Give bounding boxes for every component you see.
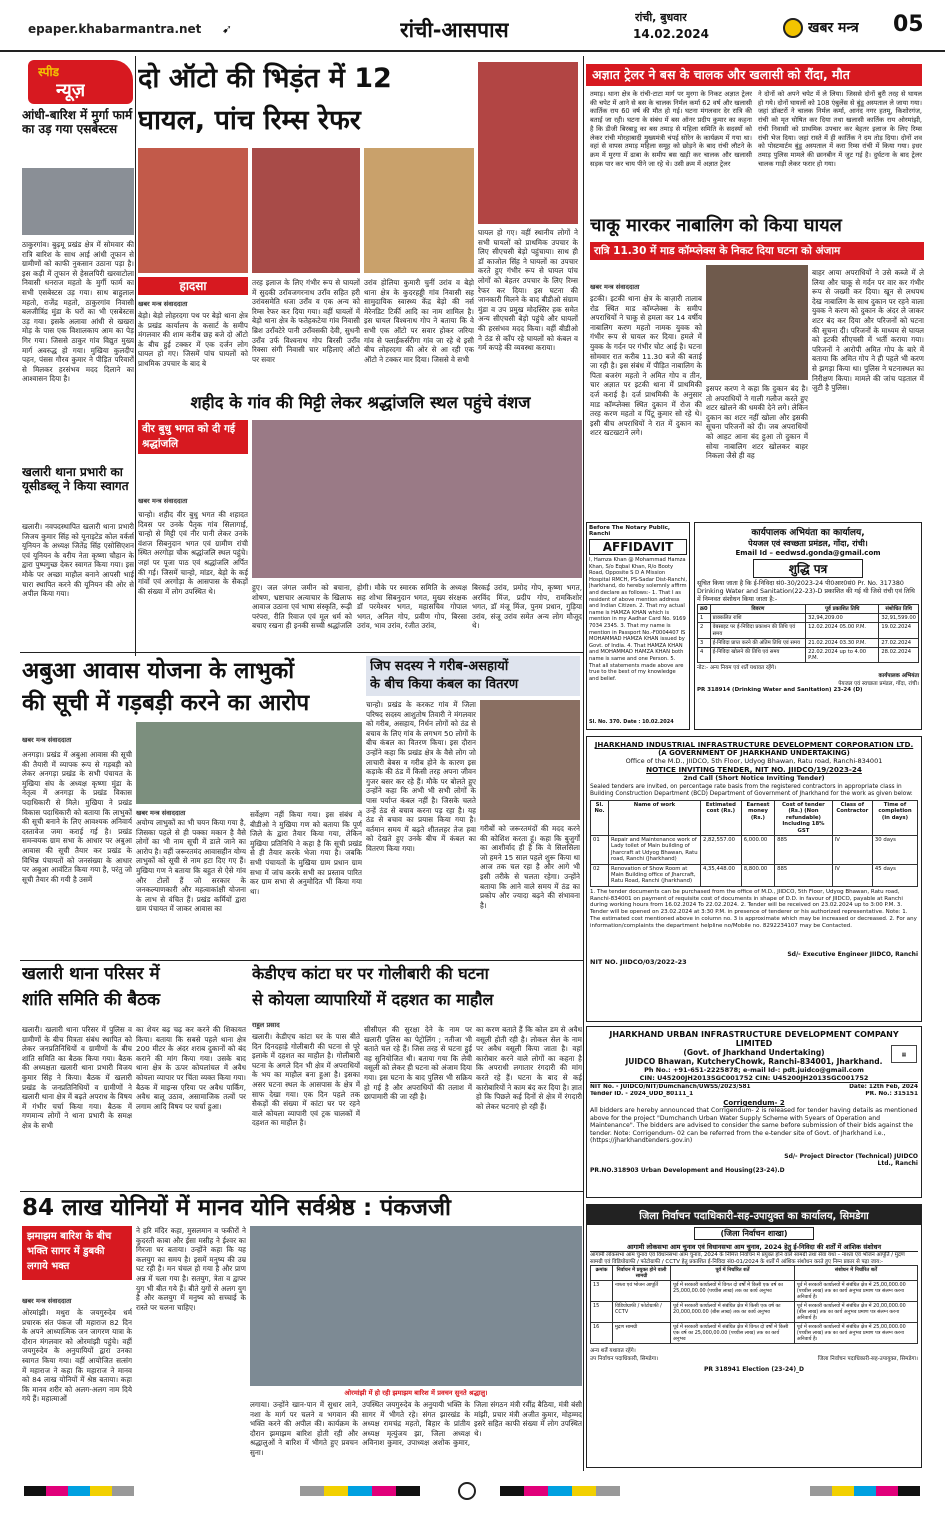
election-lead: आगामी लोकसभा आम चुनाव एवं विधानसभा आम चुनाव, 2024 हेतु ई-निविदा की शर्तों में आंशिक संशोधन bbox=[590, 1242, 918, 1252]
section-divider bbox=[20, 960, 583, 961]
cell: पूर्व में सरकारी कार्यालयों में विगत दो वर्षों में किसी एक वर्ष का 25,000,00.00 (पच्चीस लाख) तक का कार्य अनुभव bbox=[671, 1281, 795, 1302]
juidco-nit: NIT No. - JUIDCO/NIT/Dumchanch/UWSS/2023/581 bbox=[590, 1084, 751, 1090]
juidco-tender: Tender ID. - 2024_UDD_80111_1 bbox=[590, 1091, 694, 1097]
cell: 6,000.00 bbox=[741, 836, 774, 865]
election-ad bbox=[586, 1204, 922, 1468]
chaku-col-2: इसपर करण ने कहा कि दुकान बंद है। तो अपराधियों ने गाली गलौज करते हुए शटर खोलने की धमकी देने लगे। लेकिन दुकान का शटर नहीं खोला और इसकी सूचना परिजनों को दी। जब अपराधियों को आहट आना बंद हुआ तो दुकान में सोया नाबालिग शटर खोलकर बाहर निकला जैसे ही वह bbox=[706, 384, 808, 461]
accident-tag: हादसा bbox=[138, 277, 248, 295]
section-divider bbox=[20, 652, 583, 653]
jiidco-notes: 1. The tender documents can be purchased from the office of M.D., JIIDCO, 5th Floor, Udyog Bhawan, Ratu road, Ranchi-834001 on payment of requisite cost of documents in shape of D.D. in favour of JIIDCO, payable at Ranchi during working hours from 16.02.2024 To 22.02.2024. 2. Tender will be received on 23.02.2024 up to 3:00 P.M. 3. Tender will be opened on 23.02.2024 at 3:30 P.M. in presence of tenderer or his authorized representative. Note: 1. The estimated cost mentioned above in column no. 3 is approximate which may be increased or decreased. 2. For any information/complaints the department helpline no/Mobile no. 8292234107 may be Contacted. bbox=[590, 888, 917, 929]
cell: 885 bbox=[775, 836, 833, 865]
column-divider bbox=[583, 56, 584, 1471]
shuddhi-office-2: पेयजल एवं स्वच्छता प्रमंडल, गोंदा, रांची। bbox=[748, 539, 868, 548]
cell: 4,35,448.00 bbox=[701, 864, 742, 886]
election-th: क्रमांक bbox=[591, 1266, 613, 1281]
cell: 2,82,557.00 bbox=[701, 836, 742, 865]
speed-news-1-body: ठाकुरगांव। बुढ़मू प्रखंड क्षेत्र में सोमवार की रात्रि बारिश के साथ आई आंधी तूफान से ग्रामीणों को काफी नुकसान उठाना पड़ा है। इस कड़ी में तूफान से हेसलपिरी खरवाटोला निवासी धनराज महतो के मुर्गी फार्म का सभी एसबेस्टस उड़ गया। साथ बाहुलाल महतो, राजेंद्र महतो, ठाकुरगांव निवासी बलजीत्रिंद्र मुंडा के घरों का भी एसबेस्टस उड़ गया। इसके अलावा आंधी से खखरा मोड़ के पास एक विशालकाय आम का पेड़ गिर गया। जिससे ठाकुर गांव विद्युत मुख्य मार्ग अवरुद्ध हो गया। मुखिया कुलदीप पहन, पंसस गौरव कुमार ने पीड़ित परिवारों से मिलकर हरसंभव मदद दिलाने का आश्वासन दिया है। bbox=[22, 240, 134, 384]
news-label: न्यूज़ bbox=[56, 80, 86, 101]
affidavit-ad bbox=[586, 522, 690, 730]
abua-headline-2: की सूची में गड़बड़ी करने का आरोप bbox=[22, 690, 310, 716]
juidco-body: All bidders are hereby announced that Corrigendum- 2 is released for tender having details as mentioned above for the project "Dumchanch Urban Water Supply Scheme with 5years of Operation and Maintenance". The bidders are advised to consider the same before submission of their bids against the tender. Note: Corrigendum- 02 can be referred from the e-tender site of Govt. of Jharkhand i.e., (https://jharkhandtenders.gov.in) bbox=[590, 1107, 918, 1145]
khalari-headline-1: खलारी थाना परिसर में bbox=[22, 964, 160, 984]
shuddhi-email: Email Id – eedwsd.gonda@gmail.com bbox=[735, 549, 881, 557]
cell: 8,800.00 bbox=[741, 864, 774, 886]
yoni-col-1: ओरमांझी। मथुरा के जयगुरुदेव धर्म प्रचारक संत पंकज जी महाराज 82 दिन के अपने आध्यात्मिक जन जागरण यात्रा के दौरान मंगलवार को ओरमांझी पहुंचे। वहीं जयगुरुदेव के अनुयायियों द्वारा उनका स्वागत किया गया। वहीं आयोजित सत्संग में महाराज ने कहा कि महाराज ने मानव को 84 लाख योनियों में श्रेष्ठ बताया। कहा कि मानव शरीर को अलग-अलग नाम दिये गये हैं। महात्माओं bbox=[22, 1308, 132, 1404]
abua-col-1: अनगड़ा। प्रखंड में अबुआ आवास की सूची की तैयारी में व्यापक रूप से गड़बड़ी को लेकर अनगड़ा प्रखंड के सभी पंचायत के मुखिया संघ के अध्यक्ष कृष्णा मुंडा के नेतृत्व में अनगड़ा के प्रखंड विकास पदाधिकारी से मिले। मुखिया ने प्रखंड विकास पदाधिकारी को बताया कि लाभुकों की सूची बनाने के लिए आवश्यक अनिवार्य दस्तावेज जमा कराई गई है। प्रखंड समन्वयक ग्राम सभा के आधार पर अबुआ आवास की सूची तैयार कर प्रखंड के विभिन्न पंचायतों को जनसंख्या के आधार पर अबुआ आवंटित किया गया है, परंतु जो सूची तैयार की गयी है उसमें bbox=[22, 750, 132, 884]
juidco-corrigendum: Corrigendum- 2 bbox=[723, 1099, 785, 1107]
juidco-date: Date: 12th Feb, 2024 bbox=[849, 1084, 918, 1090]
storm-photo bbox=[22, 168, 134, 235]
jiidco-th: Cost of tender (Rs.) (Non refundable) Including 18% GST bbox=[775, 801, 833, 836]
cell: 16 bbox=[591, 1323, 613, 1344]
cell: वेबसाइट पर ई-निविदा प्रकाशन की तिथि एवं समय bbox=[710, 623, 806, 638]
injured-photo-3 bbox=[364, 148, 474, 273]
cell: पूर्व में सरकारी कार्यालयों में संबंधित क्षेत्र में किसी एक वर्ष का 20,000,000.00 (बीस लाख) तक का कार्य अनुभव bbox=[671, 1302, 795, 1323]
site-url[interactable]: epaper.khabarmantra.net bbox=[28, 22, 202, 36]
cell: मुद्रण सामग्री bbox=[613, 1323, 671, 1344]
auto-col-3: उरांव होलिया कुमारी चुनीं उरांव व बेड़ो थाना क्षेत्र के कुदरहड्डी गांव निवासी सह सामुदायिक स्वास्थ्य केंद्र बेड़ो की नर्स मेरेनडिट टिर्की आदि का नाम शामिल है। इस घायल विश्वनाथ गोप ने बताया कि वे सभी एक ऑटो पर सवार होकर जरिया गांव से फ्लाईकर्सरीगा गांव जा रहे थे इसी बीच लोहरदगा की ओर से आ रही एक ऑटो ने टक्कर मार दिया। जिससे वे सभी bbox=[364, 278, 474, 364]
jiidco-th: Earnest money (Rs.) bbox=[741, 801, 774, 836]
shuddhi-pr: PR 318914 (Drinking Water and Sanitation) 23-24 (D) bbox=[697, 687, 863, 694]
chaku-byline: खबर मन्त्र संवाददाता bbox=[590, 283, 640, 291]
juidco-line-2: (Govt. of Jharkhand Undertaking) bbox=[683, 1048, 825, 1057]
trailer-headline: अज्ञात ट्रेलर ने बस के चालक और खलासी को रौंदा, मौत bbox=[586, 64, 922, 86]
jiidco-table bbox=[590, 800, 918, 887]
kambal-headline-2: के बीच किया कंबल का वितरण bbox=[370, 677, 519, 692]
juidco-sign: Sd/- Project Director (Technical) JUIDCO Ltd., Ranchi bbox=[784, 1153, 918, 1167]
cell: 19.02.2024 bbox=[879, 623, 919, 638]
table-row bbox=[591, 864, 918, 886]
yoni-col-3: लगाया। उन्होंने खान-पान में सुधार लाने, नशा के मार्ग पर चलने व भगवान की भक्ति करने की अपील की। कार्यक्रम के दौरान झमाझम बारिश होती रही और श्रद्धालुओं ने बारिश में भीगते हुए प्रवचन सुना। bbox=[250, 1400, 358, 1457]
table-row bbox=[698, 623, 919, 638]
speed-news-2-body: खलारी। नवपदस्थापित खलारी थाना प्रभारी जिजय कुमार सिंह को यूनाइटेड कोल वर्कर्स यूनियन के अध्यक्ष जितेंद्र सिंह एसोसिएशन एवं यूनियन के वरीय नेता कृष्णा चौहान के द्वारा पुष्पगुच्छ देकर स्वागत किया गया। इस मौके पर अच्छा माहौल बनाने आपसी भाई चारा स्थापित करने की यूनियन की ओर से अपील किया गया। bbox=[22, 522, 134, 599]
cursor-icon: ➹ bbox=[222, 22, 233, 36]
election-th: संशोधन में निर्धारित शर्तें bbox=[794, 1266, 917, 1281]
cell: 02 bbox=[591, 864, 609, 886]
cell: IV bbox=[832, 836, 872, 865]
satsang-photo bbox=[250, 1226, 582, 1386]
auto-col-2: तरह इलाज के लिए गंभीर रूप से घायलों में सुदकी उराँवजगरनाथ उराँव सहित हरी उरांवसमेति धजा उराँव व एक अन्य को रिम्स रेफर कर दिया गया। वहीं घायलों में बेड़ो थाना क्षेत्र के फतेहकटेया गांव निवासी ब्रिश उराँवटेरे पानी उराँवसकी देवी, सुधनी उराँव उर्फ विश्वनाथ गोप बिरसी उराँव रिक्सा संगी निवासी चार महिलाएं ऑटो पर सवार bbox=[252, 278, 360, 364]
color-strip-left bbox=[24, 1486, 134, 1496]
kambal-col-1: चान्हो। प्रखंड के करकट गांव में जिला परिषद सदस्य आशुतोष तिवारी ने मंगलवार को गरीब, असहाय, निर्धन लोगों को ठंड से बचाव के लिए गांव के लगभग 50 लोगों के बीच कंबल का वितरण किया। इस दौरान उन्होंने कहा कि प्रखंड क्षेत्र के वैसे लोग जो लाचारी बेबस व गरीब होने के कारण इस कड़ाके की ठंड में किसी तरह अपना जीवन गुजर बसर कर रहे हैं। मौके पर बोलते हुए उन्होंने कहा कि अभी भी सभी लोगों के पास पर्याप्त कंबल नहीं है। जिसके चलते उन्हें ठंड से बचाव करना पड़ रहा है। यह ठंड से बचाव का प्रयास किया गया है। वर्तमान समय में बढ़ते शीतलहर तेज हवा को देखते हुए उनके बीच में कंबल का वितरण किया गया। bbox=[366, 700, 476, 853]
city-day: रांची, बुधवार bbox=[635, 11, 687, 24]
table-row bbox=[591, 1281, 918, 1302]
cell: विडियोग्राफी / फोटोग्राफी / CCTV bbox=[613, 1302, 671, 1323]
shaheed-tag: वीर बुधु भगत को दी गई श्रद्धांजलि bbox=[138, 420, 248, 454]
injured-photo-1 bbox=[138, 148, 248, 273]
cell: ई-निविदा प्राप्त करने की अंतिम तिथि एवं समय bbox=[710, 638, 806, 647]
cell: 3 bbox=[698, 638, 711, 647]
election-title: जिला निर्वाचन पदाधिकारी-सह-उपायुक्त का कार्यालय, सिमडेगा bbox=[587, 1205, 921, 1225]
affidavit-head: Before The Notary Public, Ranchi bbox=[589, 525, 671, 537]
jiidco-th: Sl. No. bbox=[591, 801, 609, 836]
victim-photo bbox=[706, 265, 808, 380]
auto-col-4: घायल हो गए। वहीं स्थानीय लोगों ने सभी घायलों को प्राथमिक उपचार के लिए सीएचसी बेड़ो पहुंचाया। साथ ही डॉ काजोल सिंह ने घायलों का उपचार करते हुए गंभीर रूप से घायल पांच लोगों को बेहतर उपचार के लिए रिम्स रेफर कर दिया। इस घटना की जानकारी मिलने के बाद बीडीओ संग्राम मुंडा व उप प्रमुख मोदस्सिर हक समेत अन्य सीएचसी बेड़ो पहुंचे और घायलों की हरसंभव मदद किया। वहीं बीडीओ ने ठंड से काँप रहे घायलों को कंबल व गर्म कपड़े की व्यवस्था कराया। bbox=[478, 228, 578, 353]
table-row bbox=[698, 648, 919, 663]
cell: IV bbox=[832, 864, 872, 886]
print-marks-footer bbox=[0, 1478, 945, 1517]
cell: 12.02.2024 05.00 P.M. bbox=[806, 623, 879, 638]
shuddhi-table bbox=[697, 604, 919, 663]
table-row bbox=[591, 836, 918, 865]
election-th: निर्वाचन में प्रयुक्त होने वाली सामग्री bbox=[613, 1266, 671, 1281]
section-divider bbox=[20, 1191, 583, 1192]
election-table bbox=[590, 1265, 918, 1344]
election-foot-1: अन्य शर्तें यथावत रहेंगे। bbox=[590, 1348, 636, 1355]
shaheed-col-3: होगी। मौके पर स्मारक समिति के अध्यक्ष सह शोभा सिबनुदान भगत, मुख्य संरक्षक डॉ परमेश्वर भगत, महासचिव गोपाल भगत, अनिल गोप, प्रवीण गोप, बिरसा उरांव, भाव उरांव, रंजीत उरांव, bbox=[357, 583, 467, 631]
issue-date: 14.02.2024 bbox=[633, 27, 709, 41]
cell: 15 bbox=[591, 1302, 613, 1323]
juidco-line-3: JUIDCO Bhawan, KutcheryChowk, Ranchi-834001, Jharkhand. bbox=[625, 1057, 883, 1066]
abua-byline: खबर मन्त्र संवाददाता bbox=[22, 736, 72, 744]
chaku-col-1: इटकी। इटकी थाना क्षेत्र के बाज़ारी तालाब रोड स्थित माड कॉम्प्लेक्स के समीप अपराधियों ने चाकू से हमला कर 14 वर्षीय नाबालिग करण महतो नामक युवक को गंभीर रूप से घायल कर दिया। हमले में युवक के गर्दन पर गंभीर चोट आई है। घटना सोमवार रात करीब 11.30 बजे की बताई जा रही है। इस संबंध में पीड़ित नाबालिग के पिता बजरंग महतो ने अमित गोप व तीन, चार अज्ञात पर इटकी थाना में प्राथमिकी दर्ज कराई है। दर्ज प्राथमिकी के अनुसार माड कॉम्प्लेक्स स्थित दुकान में रोज की तरह करण महतो व पिंटू कुमार सो रहे थे। इसी बीच अपराधियों ने रात में दुकान का शटर खटखटाने लगे। bbox=[590, 294, 702, 438]
cell: 21.02.2024 03.30 P.M. bbox=[806, 638, 879, 647]
color-strip-mid bbox=[300, 1486, 420, 1496]
shuddhi-note: नोट:- अन्य नियम एवं शर्तें यथावत रहेंगे। bbox=[697, 665, 777, 672]
jiidco-line-3: Office of the M.D., JIIDCO, 5th Floor, Udyog Bhawan, Ratu road, Ranchi-834001 bbox=[625, 757, 883, 765]
kdh-col-2: सीसीएल की सुरक्षा देने के नाम पर खलारी पुलिस का पेट्रोलिंग ; नतीजा भी बताते चल रहे हैं। जिस तरह से घटना हुई वह सुनियोजित थी। बताया गया कि लेवी वसूली को लेकर ही घटना को अंजाम दिया गया। इस घटना के बाद पुलिस भी सक्रिय हो गई है और अपराधियों की तलाश में छापामारी की जा रही है। bbox=[364, 1025, 472, 1102]
cell: 30 days bbox=[872, 836, 917, 865]
abua-col-3: सर्वेक्षण नहीं किया गया। इस संबंध में बीडीओ ने मुखिया गण को बताया कि पूर्ण जिले के द्वारा तैयार किया गया, लेकिन मुखिया प्रतिनिधि ने कहा है कि सूची प्रखंड से ही तैयार करके भेजा गया है। जबकि सभी पंचायतों के मुखिया ग्राम प्रधान ग्राम सभा में जांच करके सभी का प्रस्ताव पारित कर ग्राम सभा से अनुमोदित भी किया गया था। bbox=[250, 810, 362, 896]
khalari-headline-2: शांति समिति की बैठक bbox=[22, 990, 161, 1010]
jiidco-th: Name of work bbox=[609, 801, 701, 836]
cell: 13 bbox=[591, 1281, 613, 1302]
cell: 22.02.2024 up to 4.00 P.M. bbox=[806, 648, 879, 663]
election-foot-3: जिला निर्वाचन पदाधिकारी-सह-उपायुक्त, सिमडेगा। bbox=[817, 1356, 918, 1363]
jiidco-nit: NIT NO. JIIDCO/03/2022-23 bbox=[590, 957, 687, 966]
brand-name: खबर मन्त्र bbox=[808, 20, 859, 36]
jiidco-line-5: 2nd Call (Short Notice Inviting Tender) bbox=[683, 774, 825, 782]
election-pr: PR 318941 Election (23-24)_D bbox=[703, 1366, 805, 1374]
yoni-tag: झमाझम बारिश के बीच भक्ति सागर में डुबकी लगाये भक्त bbox=[22, 1226, 132, 1280]
chaku-subheadline: रात्रि 11.30 में माड कॉम्प्लेक्स के निकट दिया घटना को अंजाम bbox=[590, 242, 924, 260]
kdh-byline: राहुल प्रसाद bbox=[252, 1021, 280, 1029]
shaheed-byline: खबर मन्त्र संवाददाता bbox=[138, 497, 188, 505]
auto-byline: खबर मन्त्र संवाददाता bbox=[138, 300, 188, 308]
cell: पूर्व में सरकारी कार्यालयों में संबंधित क्षेत्र में विगत दो वर्षों में किसी एक वर्ष का 25,000,00.00 (पच्चीस लाख) तक का कार्य अनुभव bbox=[671, 1323, 795, 1344]
injured-photo-4 bbox=[478, 62, 578, 224]
shuddhi-sign: कार्यपालक अभियंता bbox=[878, 673, 919, 680]
shuddhi-patra-ad bbox=[694, 522, 922, 730]
affidavit-title: AFFIDAVIT bbox=[589, 539, 687, 555]
election-th: पूर्व में निर्धारित शर्तें bbox=[671, 1266, 795, 1281]
speed-news-badge bbox=[28, 60, 133, 104]
cell: 28.02.2024 bbox=[879, 648, 919, 663]
masthead bbox=[0, 0, 945, 52]
column-divider bbox=[135, 56, 136, 656]
election-sign-row bbox=[590, 1354, 918, 1366]
auto-col-1: बेड़ो। बेड़ो लोहरदगा पथ पर बेड़ो थाना क्षेत्र के प्रखंड कार्यालय के कसार्ट के समीप मंगलवार की शाम करीब छह बजे दो ऑटो के बीच हुई टक्कर में एक दर्जन लोग घायल हो गए। जिसमें पांच घायलों को प्राथमिक उपचार के बाद बे bbox=[138, 311, 248, 368]
kdh-headline-2: से कोयला व्यापारियों में दहशत का माहौल bbox=[252, 990, 494, 1009]
kambal-photo bbox=[480, 700, 580, 820]
table-row bbox=[591, 1302, 918, 1323]
kdh-col-1: खलारी। केडीएच कांटा घर के पास बीते दिन दिनदहाड़े गोलीबारी की घटना से पूरे इलाके में दहशत का माहौल है। गोलीबारी घटना के अगले दिन भी क्षेत्र में अपराधियों के भय का माहौल बना हुआ है। इसका असर घटना स्थल के आसपास के क्षेत्र में साफ देखा गया। एक दिन पहले तक सैकड़ों की संख्या में कांटा घर पर रहने वाले कोयला व्यापारी एवं ट्रक चालकों में दहशत का माहौल है। bbox=[252, 1032, 360, 1128]
cell: 45 days bbox=[872, 864, 917, 886]
cell: प्राक्कलित राशि bbox=[710, 614, 806, 623]
juidco-line-1: JHARKHAND URBAN INFRASTRUCTURE DEVELOPMENT COMPANY LIMITED bbox=[609, 1030, 899, 1048]
table-row bbox=[591, 1323, 918, 1344]
jiidco-line-4: NOTICE INVITING TENDER, NIT NO. JIIDCO/19/2023-24 bbox=[646, 765, 862, 774]
shuddhi-th: क्र0 bbox=[698, 605, 711, 614]
election-body: आगामी लोकसभा आम चुनाव एवं विधानसभा आम चुनाव, 2024 के निमित्त निर्वाचन में प्रयुक्त होने वाले सामग्री तथा सेवा यथा – नाश्ता एवं भोजन आपूर्ति / मुद्रण सामग्री एवं विडियोग्राफी / फोटोग्राफी / CCTV हेतु प्रकाशित ई-निविदा सं0-01/2024 के शर्तों में आंशिक संशोधन करते हुए निम्न प्रकार से पढ़ा जाय:- bbox=[590, 1252, 905, 1265]
kambal-col-2: गरीबों को जरूरतमंदों की मदद करने की कोशिश करता हूं। कहा कि बुजुर्गों का आशीर्वाद ही है कि वे सिलसिला जो हमने 15 साल पहले शुरू किया था आज तक चल रहा है और आगे भी इसी तरीके से चलता रहेगा। उन्होंने बताया कि आने वाले समय में ठंड का प्रकोप और ज्यादा बढ़ने की संभावना है। bbox=[480, 824, 580, 910]
jiidco-sign: Sd/- Executive Engineer JIIDCO, Ranchi bbox=[787, 950, 918, 958]
shuddhi-body: सूचित किया जाता है कि ई-निविदा सं0-30/2023-24 पी0आर0सं0 Pr. No. 317380 Drinking Water and Sanitation(22-23)-D प्रकाशित की गई थी जिसे रांची एवं तिथि में निम्नवत संशोधन किया जाता है:- bbox=[697, 580, 915, 603]
juidco-line-5: CIN: U45200JH2013SGC001752 CIN: U45200JH2013SGC001752 bbox=[590, 1074, 918, 1083]
color-strip-right bbox=[810, 1486, 920, 1496]
election-body-wrap bbox=[587, 1242, 921, 1373]
kdh-col-3: का करण बताते हैं कि कोल डम से अवैध वसूली होती रही है। लोकल सेल के नाम पर अवैध वसूली किया जाता है। वहां कारोबार करने वाले लोगों का कहना है कि अपराधी लगातार रंगदारी की मांग करते रहे हैं। घटना के बाद से कई कारोबारियों ने काम बंद कर दिया है। ज्ञात हो कि पिछले कई दिनों से क्षेत्र में रंगदारी को लेकर घटनाएं हो रही हैं। bbox=[476, 1025, 582, 1111]
photo-caption: ओरमांझी में हो रही झमाझम बारिश में प्रवचन सुनते श्रद्धालु। bbox=[344, 1389, 488, 1397]
yoni-headline: 84 लाख योनियों में मानव योनि सर्वश्रेष्ठ : पंकजजी bbox=[22, 1195, 451, 1221]
shuddhi-th: विवरण bbox=[710, 605, 806, 614]
speed-news-2-title: खलारी थाना प्रभारी का यूसीडब्लू ने किया स्वागत bbox=[22, 465, 129, 493]
table-row bbox=[698, 638, 919, 647]
abua-col-2: अयोग्य लाभुकों का भी चयन किया गया है, जिसका पहले से ही पक्का मकान है वैसे लोगों का भी नाम सूची में डाले जाने का आरोप है। वहीं जरूरतमंद आवासहीन योग्य लाभुकों को सूची से नाम हटा दिए गए हैं। मुखिया गण ने बताया कि बहुत से ऐसे गांव और टोलों हैं जो सरकार के जनकल्याणकारी और महत्वाकांक्षी योजना के लाभ से वंचित हैं। प्रखंड कर्मियों द्वारा ग्राम पंचायत में जाकर आवास का bbox=[136, 818, 246, 914]
color-strip-mid2 bbox=[500, 1486, 620, 1496]
juidco-line-4: Ph No.: +91-651-2225878; e-mail Id-: pdt.juidco@gmail.com bbox=[644, 1066, 864, 1074]
cell: Renovation of Show Room at Main Building office of Jharcraft, Ratu Road, Ranchi (Jharkhand) bbox=[609, 864, 701, 886]
kambal-headline-box bbox=[366, 656, 580, 696]
jiidco-th: Class of Contractor bbox=[832, 801, 872, 836]
auto-headline-1: दो ऑटो की भिड़ंत में 12 bbox=[138, 63, 392, 94]
cell: ई-निविदा खोलने की तिथि एवं समय bbox=[710, 648, 806, 663]
election-sub: (जिला निर्वाचन शाखा) bbox=[694, 1227, 814, 1240]
cell: 27.02.2024 bbox=[879, 638, 919, 647]
jiidco-tender-ad bbox=[586, 736, 922, 1022]
cell: 01 bbox=[591, 836, 609, 865]
jiidco-line-1: JHARKHAND INDUSTRIAL INFRASTRUCTURE DEVELOPMENT CORPORATION LTD. bbox=[594, 740, 914, 749]
affidavit-foot: Sl. No. 370. Date : 10.02.2024 bbox=[589, 719, 674, 725]
page-number: 05 bbox=[893, 12, 924, 37]
jiidco-intro: Sealed tenders are invited, on percentage rate basis from the registered contractors in appropriate class in Building Construction Department (BCD) Department of Government of Jharkhand for the work as given below: bbox=[590, 784, 913, 797]
cell: 32,91,599.00 bbox=[879, 614, 919, 623]
shuddhi-office: कार्यपालक अभियंता का कार्यालय, bbox=[751, 528, 865, 538]
shuddhi-title: शुद्धि पत्र bbox=[753, 559, 863, 578]
speed-label: स्पीड bbox=[38, 65, 60, 79]
khalari-col-1: खलारी। खलारी थाना परिसर में पुलिस व ग्रामीणों के बीच मित्रता संबंध स्थापित को लेकर जनप्रतिनिधियों व ग्रामीणों के बीच शांति समिति का बैठक किया गया। बैठक की अध्यक्षता खलारी थाना प्रभारी विजय कुमार सिंह ने किया। बैठक में खलारी प्रखंड के जनप्रतिनिधियों व ग्रामीणों ने खलारी थाना क्षेत्र में बढ़ते अपराध के विषय में गंभीर चर्चा किया गया। बैठक में गणमान्य लोगों ने थाना प्रभारी के समक्ष क्षेत्र के सभी bbox=[22, 1025, 132, 1130]
election-foot-2: उप निर्वाचन पदाधिकारी, सिमडेगा। bbox=[590, 1356, 659, 1363]
abua-byline-2: खबर मन्त्र संवाददाता bbox=[136, 809, 186, 817]
juidco-pr-2: PR.NO.318903 Urban Development and Housing(23-24).D bbox=[590, 1167, 785, 1174]
cell: नाश्ता एवं भोजन आपूर्ति bbox=[613, 1281, 671, 1302]
shaheed-col-4: बिरकई उरांव, प्रमोद गोप, कृष्णा भगत, अरविंद मिंज, प्रदीप गोप, रामकिशोर भगत, डॉ मंजू मिंज, पुनम प्रधान, गुड़िया उरांव, संजू उरांव समेत अन्य लोग मौजूद थे। bbox=[472, 583, 582, 631]
kambal-headline-1: जिप सदस्य ने गरीब-असहायों bbox=[370, 659, 509, 674]
affidavit-body: I, Hamza Khan @ Mohammad Hamza Khan, S/o Eqbal Khan, R/o Booty Road, Opposite S D A Mission Hospital RMCH, PS-Sadar Dist-Ranchi, Jharkhand, do hereby solemnly affirm and declare as follows:- 1. That I as resident of above mention address and Indian Citizen. 2. That my actual name is HAMZA KHAN which is mention in my Aadhar Card No. 9169 7034 2345. 3. That my name is mention in Passport No.-F0004407 IS MOHAMMAD HAMZA KHAN issued by Govt. of India. 4. That HAMZA KHAN and MOHAMMAD HAMZA KHAN both name is same and one Person. 5. That all statements made above are true to the best of my knowledge and belief. bbox=[589, 557, 687, 682]
abua-photo bbox=[136, 722, 362, 804]
shuddhi-th: पूर्व प्रकाशित तिथि bbox=[806, 605, 879, 614]
trailer-col-left: तमाड़। थाना क्षेत्र के रांची-टाटा मार्ग पर मुरगा के निकट अज्ञात ट्रेलर की चपेट में आने से बस के चालक निर्मल कर्मा 62 वर्ष और खलासी कार्तिक राय 60 वर्ष की मौत हो गई। घटना मंगलवार देर रात्रि की बताई जा रही। घटना के संबंध में बस ऑनर प्रदीप कुमार का कहना है कि डीजी बिरबाडू का बस तमाड़ से महिला समिति के सदस्यों को लेकर रांची मोरहाबादी मुख्यमंत्री चंपई सोरेन के कार्यक्रम में गया था। वहां से वापस तमाड़ महिला समूह को छोड़ने के बाद रांची लौटने के क्रम में मुरगा में ढाबा के समीप बस खड़ी कर चालक और खलासी सड़क पार कर चाय पीने जा रहे थे। उसी क्रम में अज्ञात ट्रेलर bbox=[590, 90, 752, 168]
jiidco-line-2: (A GOVERNMENT OF JHARKHAND UNDERTAKING) bbox=[658, 749, 850, 757]
shaheed-col-1: चान्हो। शहीद वीर बुधु भगत की शहादत दिवस पर उनके पैतृक गांव सिलागाई, चान्हो से मिट्टी एवं नीर पानी लेकर उनके वंशज सिबनुदान भगत एवं ग्रामीण रांची स्थित अरगोड़ा चौक श्रद्धांजलि स्थल पहुंचे। जहां पर पूजा पाठ एवं श्रद्धांजलि अर्पित की गई। जिसमें चान्हो, मांडर, बेड़ो के कई गांवों एवं अरगोड़ा के आसपास के सैकड़ों की संख्या में लोग उपस्थित थे। bbox=[138, 510, 248, 596]
cell: Repair and Maintenance work of Lady toilet of Main building of Jharcraft at Udyog Bhawan, Ratu road, Ranchi (Jharkhand) bbox=[609, 836, 701, 865]
chaku-col-3: बाहर आया अपराधियों ने उसे कब्जे में ले लिया और चाकू से गर्दन पर वार कर गंभीर रूप से जख्मी कर दिया। खून से लथपथ देख नाबालिग के साथ दुकान पर रहने वाला युवक ने करण को दुकान के अंदर ले जाकर शटर बंद कर दिया और परिजनों को घटना की सूचना दी। परिजनों के माध्यम से घायल को इटकी सीएचसी में भर्ती कराया गया। परिजनों ने आरोपी अमित गोप के बारे में बताया कि अमित गोप ने ही पहले भी करण से झगड़ा किया था। पुलिस ने घटनास्थल का निरीक्षण किया। मामले की जांच पड़ताल में जुटी है पुलिस। bbox=[812, 268, 924, 393]
juidco-ref-row bbox=[590, 1083, 918, 1099]
yoni-col-4: उपस्थित जयगुरुदेव के अनुयायी भक्ति के सागर में भीगते रहे। संगत झारखंड के अध्यक्ष रामचंद्र महतो, बिहार के प्रांतीय अध्यक्ष मृत्युंजय झा, जिला अध्यक्ष अविनाश कुमार, उपाध्यक्ष अशोक कुमार, जिला संगठन मंत्री रवींद्र बैठिया, मंत्री बंसी मांझी, प्रचार मंत्री अजीत कुमार, मोहम्मद इसरे सहित काफी संख्या में लोग उपस्थित थे। bbox=[362, 1400, 582, 1448]
cell: 32,94,209.00 bbox=[806, 614, 879, 623]
juidco-logo-icon: ▦ bbox=[891, 1045, 917, 1063]
cell: 4 bbox=[698, 648, 711, 663]
yoni-byline: खबर मन्त्र संवाददाता bbox=[22, 1297, 72, 1305]
shuddhi-sign-2: पेयजल एवं स्वच्छता प्रमंडल, गोंदा, रांची। bbox=[838, 681, 919, 688]
cell: 885 bbox=[775, 864, 833, 886]
cell: पूर्व में सरकारी कार्यालयों में संबंधित क्षेत्र में 25,00,000.00 (पच्चीस लाख) तक का कार्य अनुभव प्रमाण पत्र संलग्न करना अनिवार्य है। bbox=[794, 1281, 917, 1302]
table-row bbox=[698, 614, 919, 623]
khalari-col-2: का शेयर बढ़ चढ़ कर करने की शिकायत किया। बताया कि सबसे पहले थाना क्षेत्र 200 मीटर के अंदर शराब दुकानों को बंद कराने की मांग किया गया। उसके बाद थाना क्षेत्र के ऊपर कोयलांचल में अवैध कोयला व्यापार पर चिंता व्यक्त किया गया। बैठक में माइन्स एरिया पर अवैध पार्किंग, अवैध बालू उठाव, असामाजिक तत्वों पर लगाम आदि विषय पर चर्चा हुआ। bbox=[136, 1025, 246, 1111]
auto-headline-2: घायल, पांच रिम्स रेफर bbox=[138, 105, 361, 136]
brand-logo-icon bbox=[783, 18, 803, 38]
shaheed-headline: शहीद के गांव की मिट्टी लेकर श्रद्धांजलि स्थल पहुंचे वंशज bbox=[190, 393, 531, 412]
abua-headline-1: अबुआ आवास योजना के लाभुकों bbox=[22, 658, 295, 684]
cell: पूर्व में सरकारी कार्यालयों में संबंधित क्षेत्र में 25,00,000.00 (पच्चीस लाख) तक का कार्य अनुभव प्रमाण पत्र संलग्न करना अनिवार्य है। bbox=[794, 1323, 917, 1344]
juidco-corrigendum-ad bbox=[586, 1026, 922, 1198]
cell: पूर्व में सरकारी कार्यालयों में संबंधित क्षेत्र में 20,00,000.00 (बीस लाख) तक का कार्य अनुभव प्रमाण पत्र संलग्न करना अनिवार्य है। bbox=[794, 1302, 917, 1323]
section-title: रांची-आसपास bbox=[400, 18, 509, 42]
chaku-headline: चाकू मारकर नाबालिग को किया घायल bbox=[590, 215, 842, 236]
speed-news-1-title: आंधी-बारिश में मुर्गा फार्म का उड़ गया एसबेस्टस bbox=[22, 108, 133, 136]
juidco-pr: PR. No.: 315151 bbox=[865, 1091, 918, 1097]
trailer-col-right: ने दोनों को अपने चपेट में ले लिया। जिससे दोनों बुरी तरह से घायल हो गये। दोनों घायलों को 108 एंबुलेंस से बुंडू अस्पताल ले जाया गया। जहां डॉक्टरों ने चालक निर्मल कर्मा, आनंद नगर हतमू, किशोरगंज, रांची को मृत घोषित कर दिया तथा खलासी कार्तिक राय ओरमांझी, रांची निवासी को प्राथमिक उपचार कर बेहतर इलाज के लिए रिम्स रांची भेज दिया। जहां रास्ते में ही कार्तिक ने दम तोड़ दिया। दोनों शव को पोस्टमार्टम बुंडू अस्पताल में करा रिम्स रांची में किया गया। इधर तमाड़ पुलिस मामले की छानबीन में जुट गई है। दुर्घटना के बाद ट्रेलर चालक गाड़ी लेकर फरार हो गया। bbox=[758, 90, 922, 168]
cell: 2 bbox=[698, 623, 711, 638]
shaheed-photo bbox=[252, 420, 582, 578]
shaheed-col-2: हुए। जल जंगल जमीन को बचाना, शोषण, भ्रष्टाचार अत्याचार के खिलाफ आवाज उठाना एवं भाषा संस्कृति, रूढ़ी परंपरा, रीति रिवाज एवं मूल धर्म को बचाए रखना ही इनकी सच्ची श्रद्धांजलि bbox=[252, 583, 352, 631]
cell: 1 bbox=[698, 614, 711, 623]
shuddhi-th: संशोधित तिथि bbox=[879, 605, 919, 614]
jiidco-th: Time of completion (in days) bbox=[872, 801, 917, 836]
kdh-headline-1: केडीएच कांटा घर पर गोलीबारी की घटना bbox=[252, 964, 489, 983]
yoni-col-2: ने हरि मंदिर कहा, मुसलमान व फकीरों ने कुदरती काबा और ईसा मसीह ने ईश्वर का गिरजा घर बताया। उन्होंने कहा कि यह कलयुग का समय है। इसमें मनुष्य की उम्र घट रही है। मन चंचल हो गया है और प्राण अन्न में चला गया है। सतयुग, त्रेता व द्वापर युग भी बीत गये हैं। बीते युगों से अलग युग है और कलयुग में मनुष्य को सच्चाई के रास्ते पर चलना चाहिए। bbox=[136, 1226, 246, 1312]
injured-photo-2 bbox=[252, 148, 360, 273]
jiidco-th: Estimated cost (Rs.) bbox=[701, 801, 742, 836]
registration-mark-icon bbox=[458, 1482, 476, 1500]
